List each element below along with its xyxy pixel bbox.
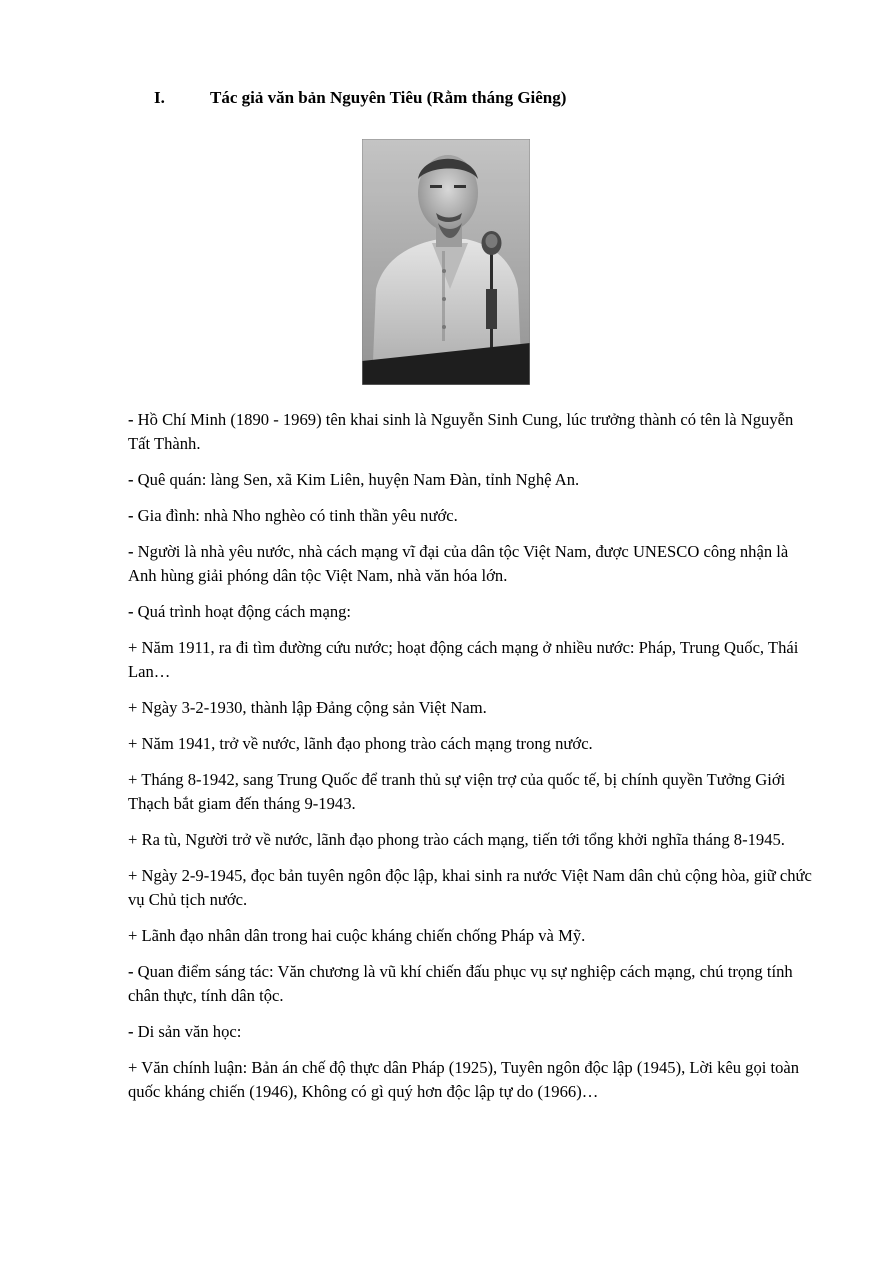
paragraph-13: - Di sản văn học: [128, 1022, 242, 1041]
section-title: Tác giả văn bản Nguyên Tiêu (Rằm tháng Giêng) [210, 88, 567, 107]
paragraph-9: + Ra tù, Người trở về nước, lãnh đạo phong trào cách mạng, tiến tới tổng khởi nghĩa tháng 8-1945. [128, 830, 785, 849]
section-heading [154, 86, 566, 110]
paragraph-6: + Ngày 3-2-1930, thành lập Đảng cộng sản Việt Nam. [128, 698, 487, 717]
paragraph-3: - Người là nhà yêu nước, nhà cách mạng vĩ đại của dân tộc Việt Nam, được UNESCO công nhận là Anh hùng giải phóng dân tộc Việt Nam, nhà văn hóa lớn. [128, 542, 789, 585]
paragraph-1: - Quê quán: làng Sen, xã Kim Liên, huyện Nam Đàn, tỉnh Nghệ An. [128, 470, 580, 489]
paragraph-7: + Năm 1941, trở về nước, lãnh đạo phong trào cách mạng trong nước. [128, 734, 593, 753]
paragraph-2: - Gia đình: nhà Nho nghèo có tinh thần yêu nước. [128, 506, 458, 525]
document-body [128, 408, 818, 1116]
section-number: I. [154, 88, 165, 107]
paragraph-12: - Quan điểm sáng tác: Văn chương là vũ khí chiến đấu phục vụ sự nghiệp cách mạng, chú trọng tính chân thực, tính dân tộc. [128, 962, 793, 1005]
paragraph-11: + Lãnh đạo nhân dân trong hai cuộc kháng chiến chống Pháp và Mỹ. [128, 926, 586, 945]
paragraph-14: + Văn chính luận: Bản án chế độ thực dân Pháp (1925), Tuyên ngôn độc lập (1945), Lời kêu gọi toàn quốc kháng chiến (1946), Không có gì quý hơn độc lập tự do (1966)… [128, 1058, 800, 1101]
paragraph-10: + Ngày 2-9-1945, đọc bản tuyên ngôn độc lập, khai sinh ra nước Việt Nam dân chủ cộng hòa, giữ chức vụ Chủ tịch nước. [128, 866, 812, 909]
paragraph-0: - Hồ Chí Minh (1890 - 1969) tên khai sinh là Nguyễn Sinh Cung, lúc trưởng thành có tên là Nguyễn Tất Thành. [128, 410, 794, 453]
paragraph-5: + Năm 1911, ra đi tìm đường cứu nước; hoạt động cách mạng ở nhiều nước: Pháp, Trung Quốc, Thái Lan… [128, 638, 799, 681]
paragraph-8: + Tháng 8-1942, sang Trung Quốc để tranh thủ sự viện trợ của quốc tế, bị chính quyền Tưởng Giới Thạch bắt giam đến tháng 9-1943. [128, 770, 786, 813]
paragraph-4: - Quá trình hoạt động cách mạng: [128, 602, 352, 621]
portrait-photo-icon [362, 139, 530, 385]
